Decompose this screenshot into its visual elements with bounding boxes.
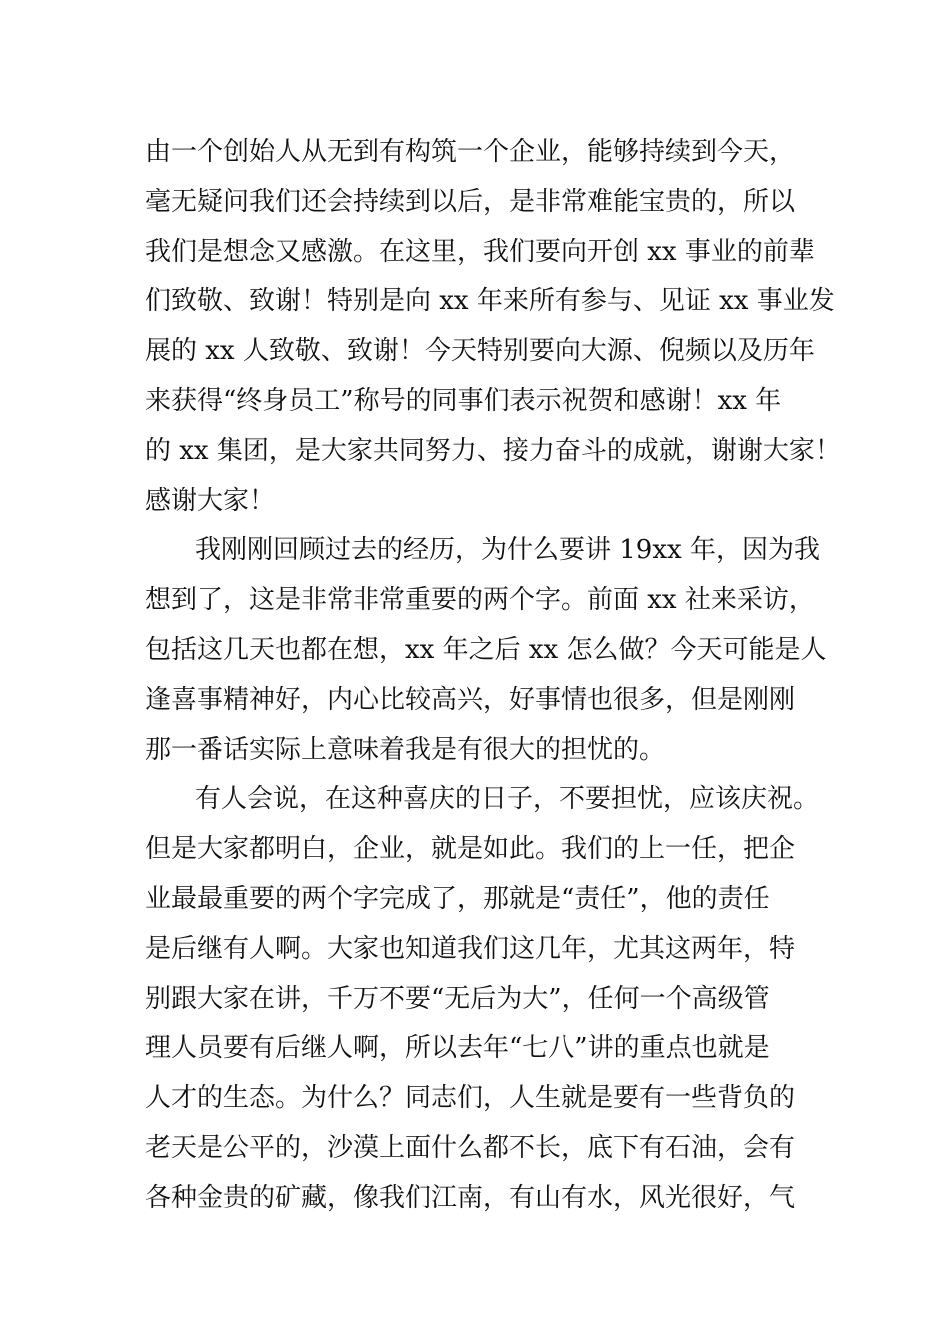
text-line: 逢喜事精神好，内心比较高兴，好事情也很多，但是刚刚	[145, 684, 796, 715]
text-line: 业最最重要的两个字完成了，那就是“责任”，他的责任	[145, 883, 770, 914]
text-line: 理人员要有后继人啊，所以去年“七八”讲的重点也就是	[145, 1033, 770, 1064]
text-line: 别跟大家在讲，千万不要“无后为大”，任何一个高级管	[145, 983, 770, 1014]
text-line: 老天是公平的，沙漠上面什么都不长，底下有石油，会有	[145, 1132, 796, 1163]
paragraph-1	[145, 128, 845, 526]
text-line: 们致敬、致谢！特别是向 xx 年来所有参与、见证 xx 事业发	[145, 286, 835, 317]
text-line: 那一番话实际上意味着我是有很大的担忧的。	[145, 734, 666, 765]
text-line: 是后继有人啊。大家也知道我们这几年，尤其这两年，特	[145, 933, 796, 964]
text-line: 毫无疑问我们还会持续到以后，是非常难能宝贵的，所以	[145, 186, 796, 217]
text-line: 感谢大家！	[145, 485, 276, 516]
text-line: 我们是想念又感激。在这里，我们要向开创 xx 事业的前辈	[145, 236, 815, 267]
text-line: 的 xx 集团，是大家共同努力、接力奋斗的成就，谢谢大家！	[145, 435, 841, 466]
paragraph-3	[145, 775, 845, 1223]
text-line: 由一个创始人从无到有构筑一个企业，能够持续到今天，	[145, 137, 796, 167]
text-line-indented: 我刚刚回顾过去的经历，为什么要讲 19xx 年，因为我	[195, 535, 820, 566]
text-line: 展的 xx 人致敬、致谢！今天特别要向大源、倪频以及历年	[145, 336, 815, 367]
paragraph-2	[145, 526, 845, 775]
text-line: 来获得“终身员工”称号的同事们表示祝贺和感谢！xx 年	[145, 385, 782, 416]
text-line: 各种金贵的矿藏，像我们江南，有山有水，风光很好，气	[145, 1182, 796, 1213]
text-line: 人才的生态。为什么？同志们，人生就是要有一些背负的	[145, 1083, 796, 1114]
text-line: 包括这几天也都在想，xx 年之后 xx 怎么做？今天可能是人	[145, 634, 827, 665]
text-line: 想到了，这是非常非常重要的两个字。前面 xx 社来采访，	[145, 585, 815, 616]
text-line-indented: 有人会说，在这种喜庆的日子，不要担忧，应该庆祝。	[195, 784, 820, 815]
body-text	[145, 128, 845, 1224]
text-line: 但是大家都明白，企业，就是如此。我们的上一任，把企	[145, 834, 796, 865]
